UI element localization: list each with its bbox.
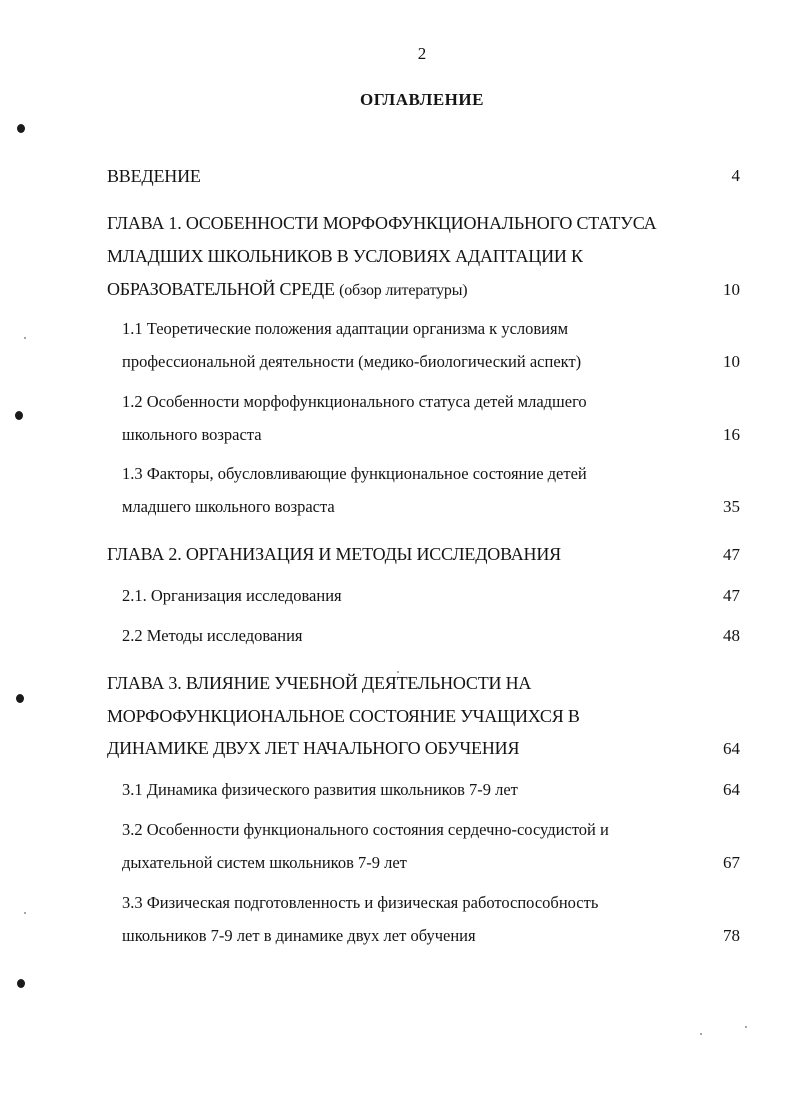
toc-page-section-1-1: 10 bbox=[723, 352, 740, 371]
toc-section-3-2-line-2: дыхательной систем школьников 7-9 лет bbox=[122, 853, 407, 872]
toc-page-section-3-2: 67 bbox=[723, 853, 740, 872]
scan-speck bbox=[745, 1026, 747, 1028]
toc-section-1-3-line-1: 1.3 Факторы, обусловливающие функциональное состояние детей bbox=[122, 464, 587, 483]
toc-section-2-2: 2.2 Методы исследования bbox=[122, 626, 303, 645]
toc-page-chapter-2: 47 bbox=[723, 545, 740, 564]
toc-page-chapter-1: 10 bbox=[723, 280, 740, 299]
toc-chapter-1-title-end: ОБРАЗОВАТЕЛЬНОЙ СРЕДЕ bbox=[107, 279, 335, 299]
toc-section-1-1-line-2: профессиональной деятельности (медико-биологический аспект) bbox=[122, 352, 582, 371]
toc-page-section-1-3: 35 bbox=[723, 497, 740, 516]
toc-section-3-1: 3.1 Динамика физического развития школьников 7-9 лет bbox=[122, 780, 518, 799]
scan-speck bbox=[700, 1033, 702, 1035]
toc-chapter-3-line-2: МОРФОФУНКЦИОНАЛЬНОЕ СОСТОЯНИЕ УЧАЩИХСЯ В bbox=[107, 706, 580, 726]
punch-hole-mark bbox=[17, 124, 25, 133]
scan-speck bbox=[24, 337, 26, 339]
toc-section-3-3-line-1: 3.3 Физическая подготовленность и физическая работоспособность bbox=[122, 893, 599, 912]
toc-section-3-2-line-1: 3.2 Особенности функционального состояния сердечно-сосудистой и bbox=[122, 820, 609, 839]
toc-chapter-3-line-1: ГЛАВА 3. ВЛИЯНИЕ УЧЕБНОЙ ДЕЯТЕЛЬНОСТИ НА bbox=[107, 673, 532, 693]
toc-page-section-1-2: 16 bbox=[723, 425, 740, 444]
toc-chapter-3-line-3: ДИНАМИКЕ ДВУХ ЛЕТ НАЧАЛЬНОГО ОБУЧЕНИЯ bbox=[107, 738, 520, 758]
toc-page-chapter-3: 64 bbox=[723, 739, 740, 758]
toc-chapter-1-line-3 bbox=[107, 279, 467, 300]
toc-page-section-2-1: 47 bbox=[723, 586, 740, 605]
punch-hole-mark bbox=[17, 979, 25, 988]
toc-section-1-3-line-2: младшего школьного возраста bbox=[122, 497, 335, 516]
toc-chapter-1-note: (обзор литературы) bbox=[339, 282, 468, 299]
toc-section-1-2-line-1: 1.2 Особенности морфофункционального статуса детей младшего bbox=[122, 392, 587, 411]
toc-page-section-3-1: 64 bbox=[723, 780, 740, 799]
toc-page-section-3-3: 78 bbox=[723, 926, 740, 945]
punch-hole-mark bbox=[15, 411, 23, 420]
toc-chapter-2-line-1: ГЛАВА 2. ОРГАНИЗАЦИЯ И МЕТОДЫ ИССЛЕДОВАНИЯ bbox=[107, 544, 561, 564]
toc-chapter-1-line-1: ГЛАВА 1. ОСОБЕННОСТИ МОРФОФУНКЦИОНАЛЬНОГО СТАТУСА bbox=[107, 213, 657, 233]
toc-chapter-1-line-2: МЛАДШИХ ШКОЛЬНИКОВ В УСЛОВИЯХ АДАПТАЦИИ К bbox=[107, 246, 583, 266]
page-number: 2 bbox=[417, 44, 427, 63]
punch-hole-mark bbox=[16, 694, 24, 703]
toc-section-2-1: 2.1. Организация исследования bbox=[122, 586, 342, 605]
toc-section-3-3-line-2: школьников 7-9 лет в динамике двух лет обучения bbox=[122, 926, 476, 945]
toc-section-1-2-line-2: школьного возраста bbox=[122, 425, 262, 444]
toc-section-1-1-line-1: 1.1 Теоретические положения адаптации организма к условиям bbox=[122, 319, 569, 338]
toc-page-section-2-2: 48 bbox=[723, 626, 740, 645]
toc-page-intro: 4 bbox=[731, 166, 740, 185]
toc-entry-intro: ВВЕДЕНИЕ bbox=[107, 166, 201, 186]
scan-speck bbox=[24, 912, 26, 914]
page-title: ОГЛАВЛЕНИЕ bbox=[360, 90, 484, 109]
